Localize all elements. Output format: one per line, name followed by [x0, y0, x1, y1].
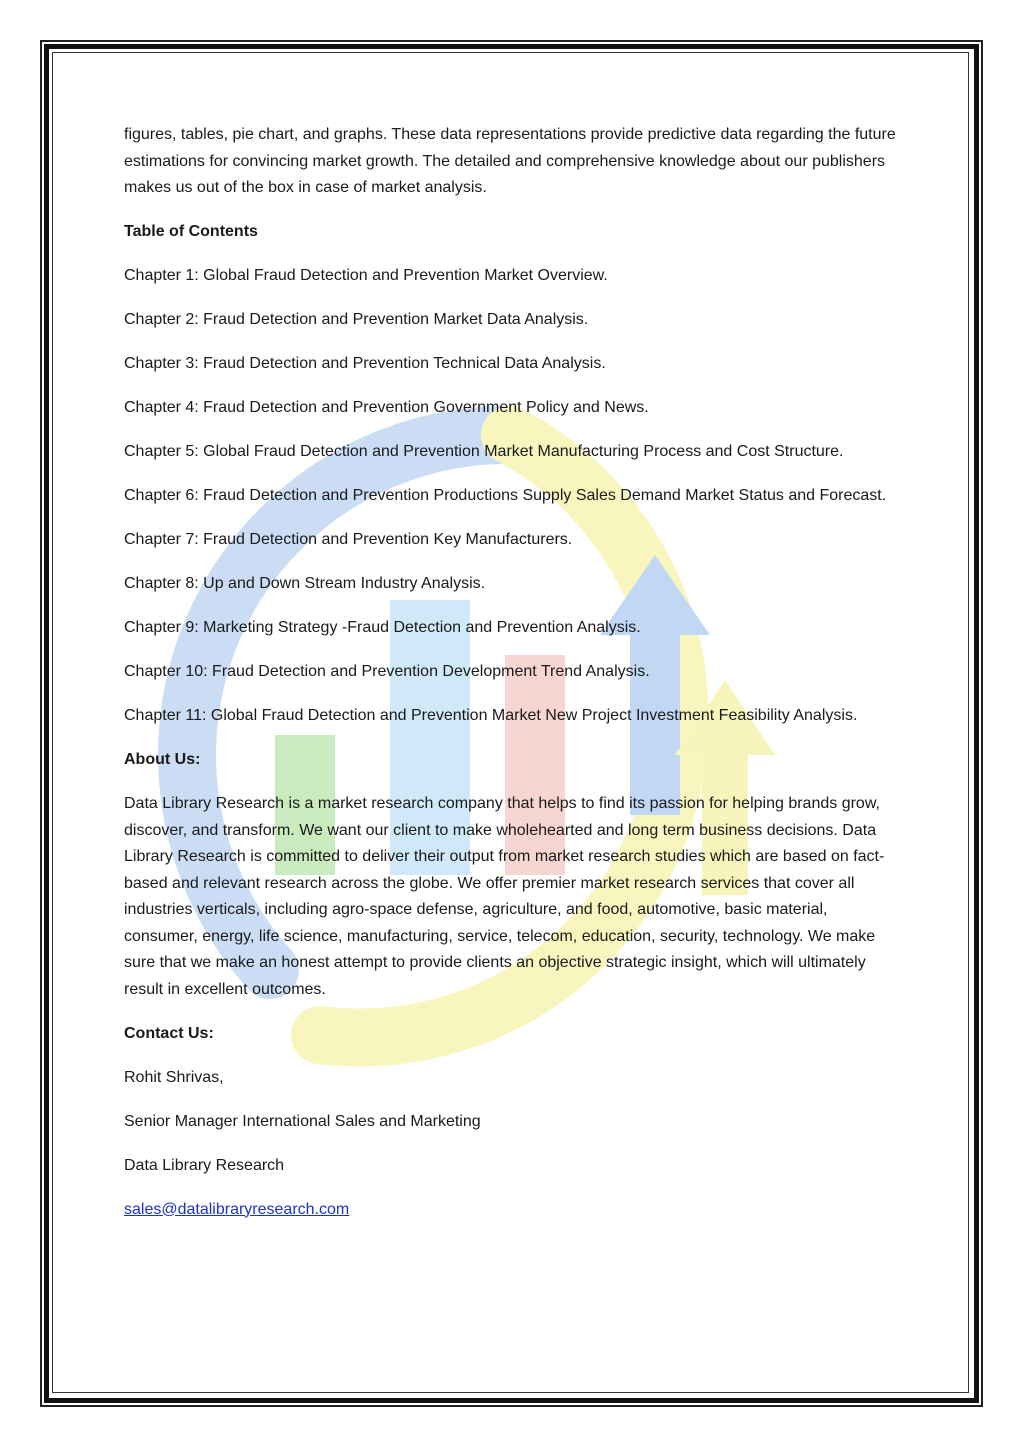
- about-paragraph: Data Library Research is a market research company that helps to find its passion for helping brands grow, discover, and transform. We want our client to make wholehearted and long term business decisions. Data Library Research is committed to deliver their output from market research studies which are based on fact-based and relevant research across the globe. We offer premier market research services that cover all industries verticals, including agro-space defense, agriculture, and food, automotive, basic material, consumer, energy, life science, manufacturing, service, telecom, education, security, technology. We make sure that we make an honest attempt to provide clients an objective strategic insight, which will ultimately result in excellent outcomes.: [124, 795, 885, 998]
- intro-paragraph: figures, tables, pie chart, and graphs. These data representations provide predictive data regarding the future estimations for convincing market growth. The detailed and comprehensive knowledge about our publishers makes us out of the box in case of market analysis.: [124, 126, 896, 196]
- toc-chapter-11: Chapter 11: Global Fraud Detection and Prevention Market New Project Investment Feasibility Analysis.: [124, 707, 858, 724]
- toc-chapter-9: Chapter 9: Marketing Strategy -Fraud Detection and Prevention Analysis.: [124, 619, 641, 636]
- toc-chapter-2: Chapter 2: Fraud Detection and Prevention Market Data Analysis.: [124, 311, 589, 328]
- toc-chapter-3: Chapter 3: Fraud Detection and Prevention Technical Data Analysis.: [124, 355, 606, 372]
- toc-chapter-1: Chapter 1: Global Fraud Detection and Prevention Market Overview.: [124, 267, 608, 284]
- about-heading: About Us:: [124, 751, 201, 768]
- contact-name: Rohit Shrivas,: [124, 1068, 224, 1086]
- toc-heading: Table of Contents: [124, 223, 258, 240]
- toc-chapter-8: Chapter 8: Up and Down Stream Industry Analysis.: [124, 575, 486, 592]
- contact-email-link[interactable]: sales@datalibraryresearch.com: [124, 1200, 350, 1218]
- toc-chapter-7: Chapter 7: Fraud Detection and Prevention Key Manufacturers.: [124, 531, 573, 548]
- toc-chapter-10: Chapter 10: Fraud Detection and Prevention Development Trend Analysis.: [124, 663, 650, 680]
- toc-chapter-4: Chapter 4: Fraud Detection and Prevention Government Policy and News.: [124, 399, 649, 416]
- toc-chapter-6: Chapter 6: Fraud Detection and Prevention Productions Supply Sales Demand Market Status and Forecast.: [124, 487, 887, 504]
- contact-heading: Contact Us:: [124, 1024, 214, 1042]
- document-body: [124, 122, 904, 1241]
- contact-company: Data Library Research: [124, 1156, 285, 1174]
- contact-title: Senior Manager International Sales and Marketing: [124, 1112, 481, 1130]
- toc-chapter-5: Chapter 5: Global Fraud Detection and Prevention Market Manufacturing Process and Cost Structure.: [124, 443, 844, 460]
